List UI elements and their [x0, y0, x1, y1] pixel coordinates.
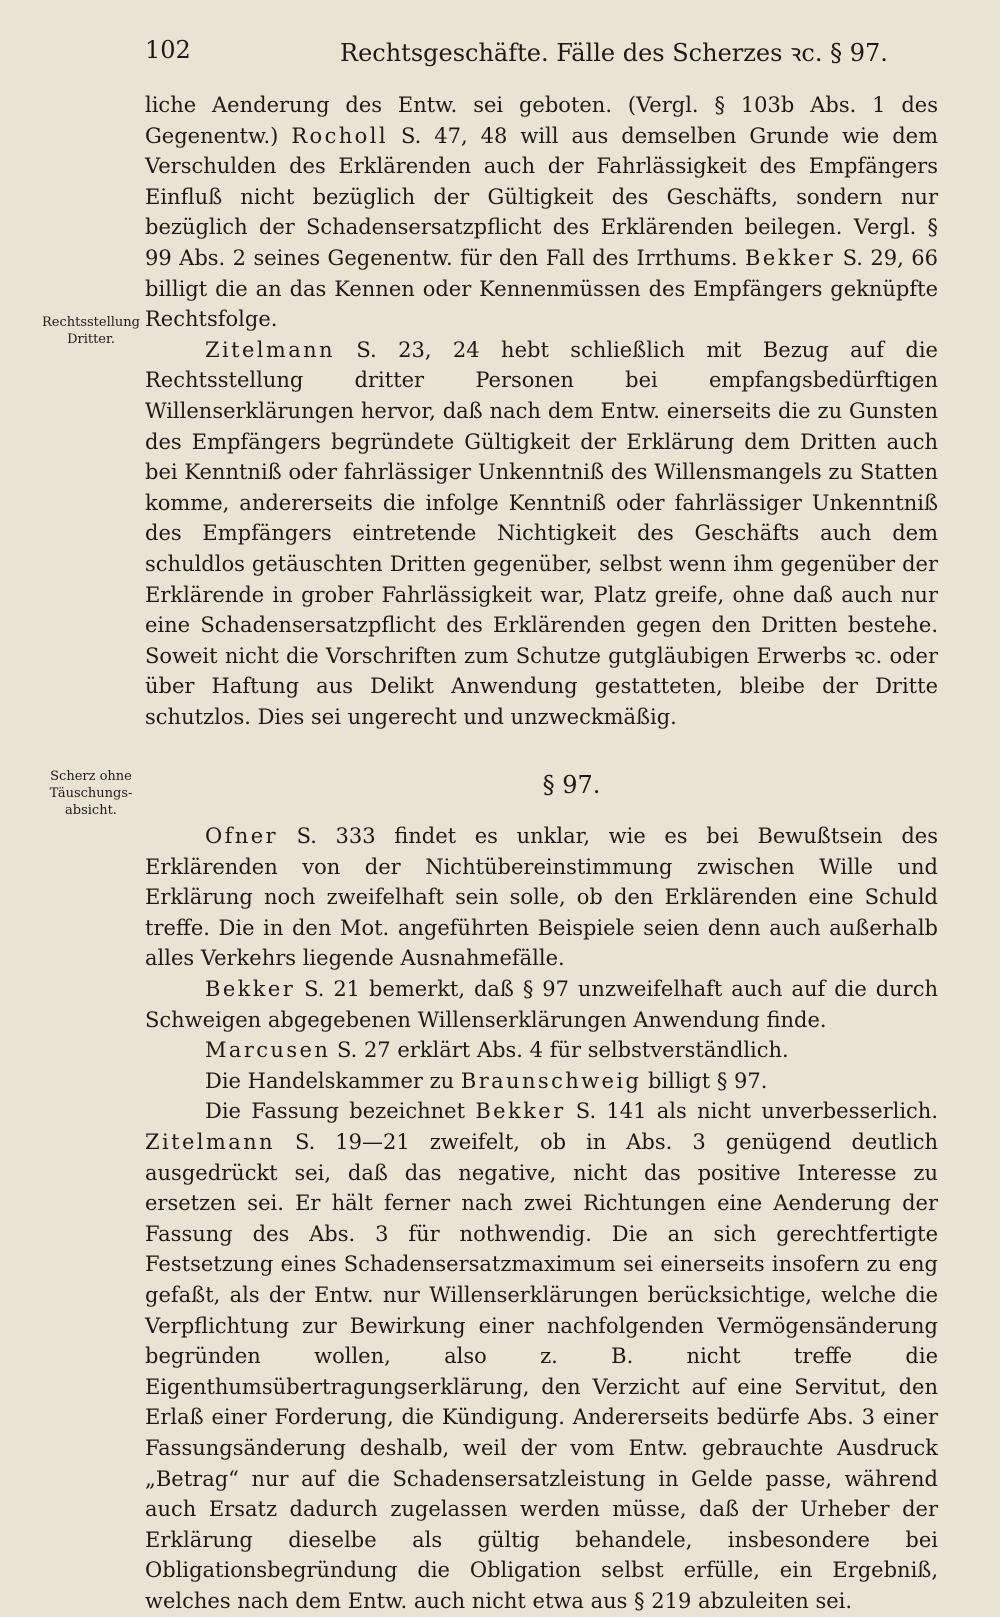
- paragraph-6: [145, 1066, 938, 1097]
- paragraph-5: [145, 1035, 938, 1066]
- running-title: Rechtsgeschäfte. Fälle des Scherzes ꝛc. § 97.: [340, 39, 888, 67]
- page-header: [145, 36, 935, 76]
- place-name: Braunschweig: [460, 1068, 642, 1093]
- body-text: [145, 90, 938, 1617]
- author-name: Bekker: [745, 245, 836, 270]
- text-segment: S. 21 bemerkt, daß § 97 unzweifelhaft auch auf die durch Schweigen abgegebenen Willenserklärungen Anwendung finde.: [145, 977, 938, 1032]
- margin-note-scherz: Scherz ohne Täuschungs-absicht.: [49, 769, 133, 818]
- text-segment: Die Handelskammer zu: [205, 1068, 461, 1093]
- text-segment: S. 27 erklärt Abs. 4 für selbstverständlich.: [330, 1038, 789, 1063]
- text-segment: S. 333 findet es unklar, wie es bei Bewußtsein des Erklärenden von der Nichtübereinstimmung zwischen Wille und Erklärung noch zweifelhaft sein solle, ob den Erklärenden eine Schuld treffe. Die in den Mot. angeführten Beispiele seien denn auch außerhalb alles Verkehrs liegende Ausnahmefälle.: [145, 824, 938, 971]
- text-segment: Die Fassung bezeichnet: [205, 1099, 476, 1124]
- author-name: Ofner: [205, 824, 278, 849]
- section-heading: § 97.: [542, 771, 601, 800]
- text-segment: liche Aenderung des Entw. sei geboten. (Vergl. § 103b Abs. 1 des Gegenentw.): [145, 93, 938, 148]
- author-name: Rocholl: [291, 123, 388, 148]
- author-name: Zitelmann: [145, 1130, 275, 1154]
- page-number: 102: [145, 36, 191, 64]
- paragraph-1: [145, 90, 938, 335]
- author-name: Zitelmann: [205, 337, 335, 362]
- paragraph-3: [145, 821, 938, 974]
- text-segment: S. 19—21 zweifelt, ob in Abs. 3 genügend deutlich ausgedrückt sei, daß das negative, nicht das positive Interesse zu ersetzen sei. Er hält ferner nach zwei Richtungen eine Aenderung der Fassung des Abs. 3 für nothwendig. Die an sich gerechtfertigte Festsetzung eines Schadensersatzmaximum sei einerseits insofern zu eng gefaßt, als der Entw. nur Willenserklärungen berücksichtige, welche die Verpflichtung zur Bewirkung einer nachfolgenden Vermögensänderung begründen wollen, also z. B. nicht treffe die Eigenthumsübertragungserklärung, den Verzicht auf eine Servitut, den Erlaß einer Forderung, die Kündigung. Andererseits bedürfe Abs. 3 einer Fassungsänderung deshalb, weil der vom Entw. gebrauchte Ausdruck „Betrag“ nur auf die Schadensersatzleistung in Gelde passe, während auch Ersatz dadurch zugelassen werden müsse, daß der Urheber der Erklärung dieselbe als gültig behandele, insbesondere bei Obligationsbegründung die Obligation selbst erfülle, ein Ergebniß, welches nach dem Entw. auch nicht etwa aus § 219 abzuleiten sei.: [145, 1130, 938, 1613]
- author-name: Bekker: [205, 977, 296, 1002]
- paragraph-7: [145, 1096, 938, 1616]
- text-segment: S. 47, 48 will aus demselben Grunde wie dem Verschulden des Erklärenden auch der Fahrlässigkeit des Empfängers Einfluß nicht bezüglich der Gültigkeit des Geschäfts, sondern nur bezüglich der Schadensersatzpflicht des Erklärenden beilegen. Vergl. § 99 Abs. 2 seines Gegenentw. für den Fall des Irrthums.: [145, 123, 938, 270]
- text-segment: S. 141 als nicht unverbesserlich.: [565, 1099, 938, 1124]
- text-segment: S. 29, 66 billigt die an das Kennen oder Kennenmüssen des Empfängers geknüpfte Rechtsfolge.: [145, 245, 938, 332]
- author-name: Marcusen: [205, 1038, 331, 1063]
- text-segment: S. 23, 24 hebt schließlich mit Bezug auf die Rechtsstellung dritter Personen bei empfangsbedürftigen Willenserklärungen hervor, daß nach dem Entw. einerseits die zu Gunsten des Empfängers begründete Gültigkeit der Erklärung dem Dritten auch bei Kenntniß oder fahrlässiger Unkenntniß des Willensmangels zu Statten komme, andererseits die infolge Kenntniß oder fahrlässiger Unkenntniß des Empfängers eintretende Nichtigkeit des Geschäfts auch dem schuldlos getäuschten Dritten gegenüber, selbst wenn ihm gegenüber der Erklärende in grober Fahrlässigkeit war, Platz greife, ohne daß auch nur eine Schadensersatzpflicht des Erklärenden gegen den Dritten bestehe. Soweit nicht die Vorschriften zum Schutze gutgläubigen Erwerbs ꝛc. oder über Haftung aus Delikt Anwendung gestatteten, bleibe der Dritte schutzlos. Dies sei ungerecht und unzweckmäßig.: [145, 337, 938, 729]
- paragraph-4: [145, 974, 938, 1035]
- margin-note-rechtsstellung: Rechtsstellung Dritter.: [41, 315, 140, 347]
- paragraph-2: [145, 335, 938, 733]
- author-name: Bekker: [475, 1099, 566, 1124]
- text-segment: billigt § 97.: [641, 1068, 768, 1093]
